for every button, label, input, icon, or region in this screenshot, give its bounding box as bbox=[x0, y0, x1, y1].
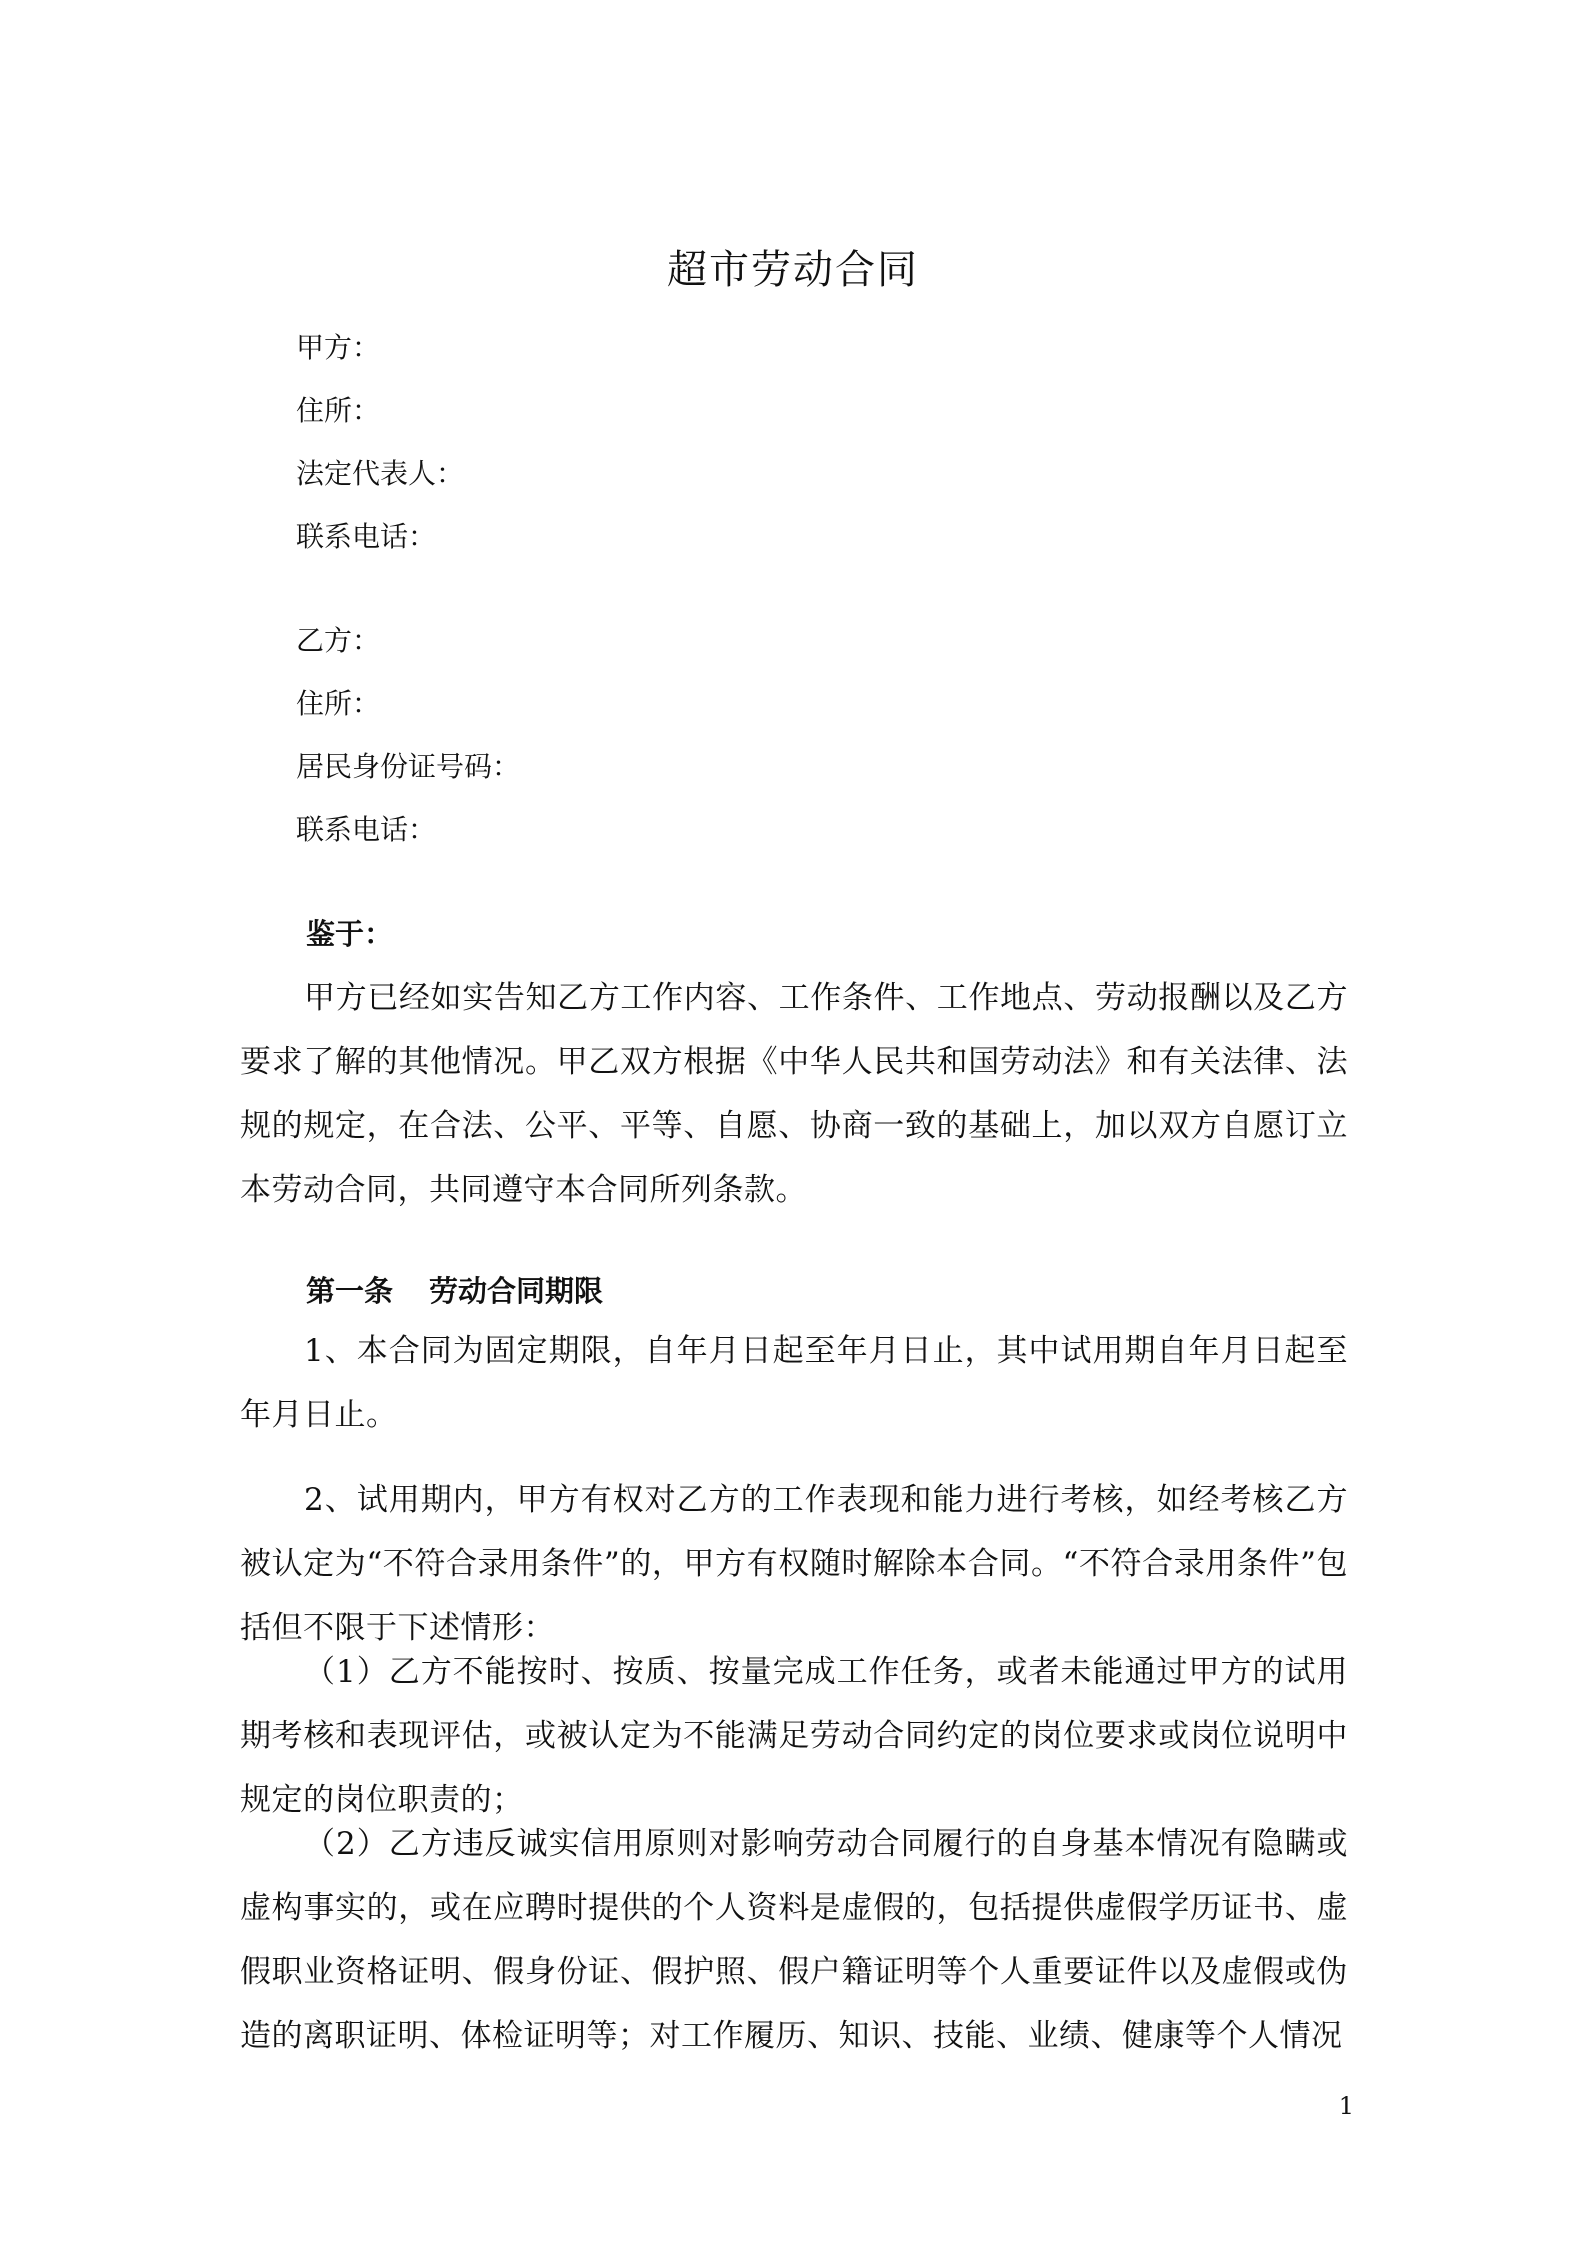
party-b-id-label: 居民身份证号码： bbox=[296, 750, 521, 783]
article-1-title: 劳动合同期限 bbox=[429, 1274, 604, 1308]
party-a-legal-rep-label: 法定代表人： bbox=[296, 457, 465, 490]
article-1-item-2: （2）乙方违反诚实信用原则对影响劳动合同履行的自身基本情况有隐瞒或虚构事实的，或在应聘时提供的个人资料是虚假的，包括提供虚假学历证书、虚假职业资格证明、假身份证、假护照、假户籍证明等个人重要证件以及虚假或伪造的离职证明、体检证明等；对工作履历、知识、技能、业绩、健康等个人情况 bbox=[240, 1826, 1348, 2054]
article-1-heading bbox=[306, 1271, 603, 1311]
whereas-heading: 鉴于： bbox=[306, 917, 394, 951]
party-a-address-label: 住所： bbox=[296, 394, 381, 427]
article-1-item-1: （1）乙方不能按时、按质、按量完成工作任务，或者未能通过甲方的试用期考核和表现评估，或被认定为不能满足劳动合同约定的岗位要求或岗位说明中规定的岗位职责的； bbox=[240, 1654, 1348, 1818]
article-1-clause-1: 1、本合同为固定期限，自年月日起至年月日止，其中试用期自年月日起至年月日止。 bbox=[240, 1333, 1348, 1433]
party-b-address-label: 住所： bbox=[296, 687, 381, 720]
whereas-paragraph: 甲方已经如实告知乙方工作内容、工作条件、工作地点、劳动报酬以及乙方要求了解的其他情况。甲乙双方根据《中华人民共和国劳动法》和有关法律、法规的规定，在合法、公平、平等、自愿、协商一致的基础上，加以双方自愿订立本劳动合同，共同遵守本合同所列条款。 bbox=[240, 980, 1348, 1208]
document-title: 超市劳动合同 bbox=[667, 247, 919, 293]
party-b-phone-label: 联系电话： bbox=[296, 813, 437, 846]
page-number: 1 bbox=[1338, 2092, 1354, 2120]
article-1-clause-2: 2、试用期内，甲方有权对乙方的工作表现和能力进行考核，如经考核乙方被认定为“不符合录用条件”的，甲方有权随时解除本合同。“不符合录用条件”包括但不限于下述情形： bbox=[240, 1482, 1348, 1646]
party-a-phone-label: 联系电话： bbox=[296, 520, 437, 553]
party-a-name-label: 甲方： bbox=[296, 331, 381, 364]
party-b-name-label: 乙方： bbox=[296, 624, 381, 657]
article-1-number: 第一条 bbox=[306, 1274, 394, 1308]
